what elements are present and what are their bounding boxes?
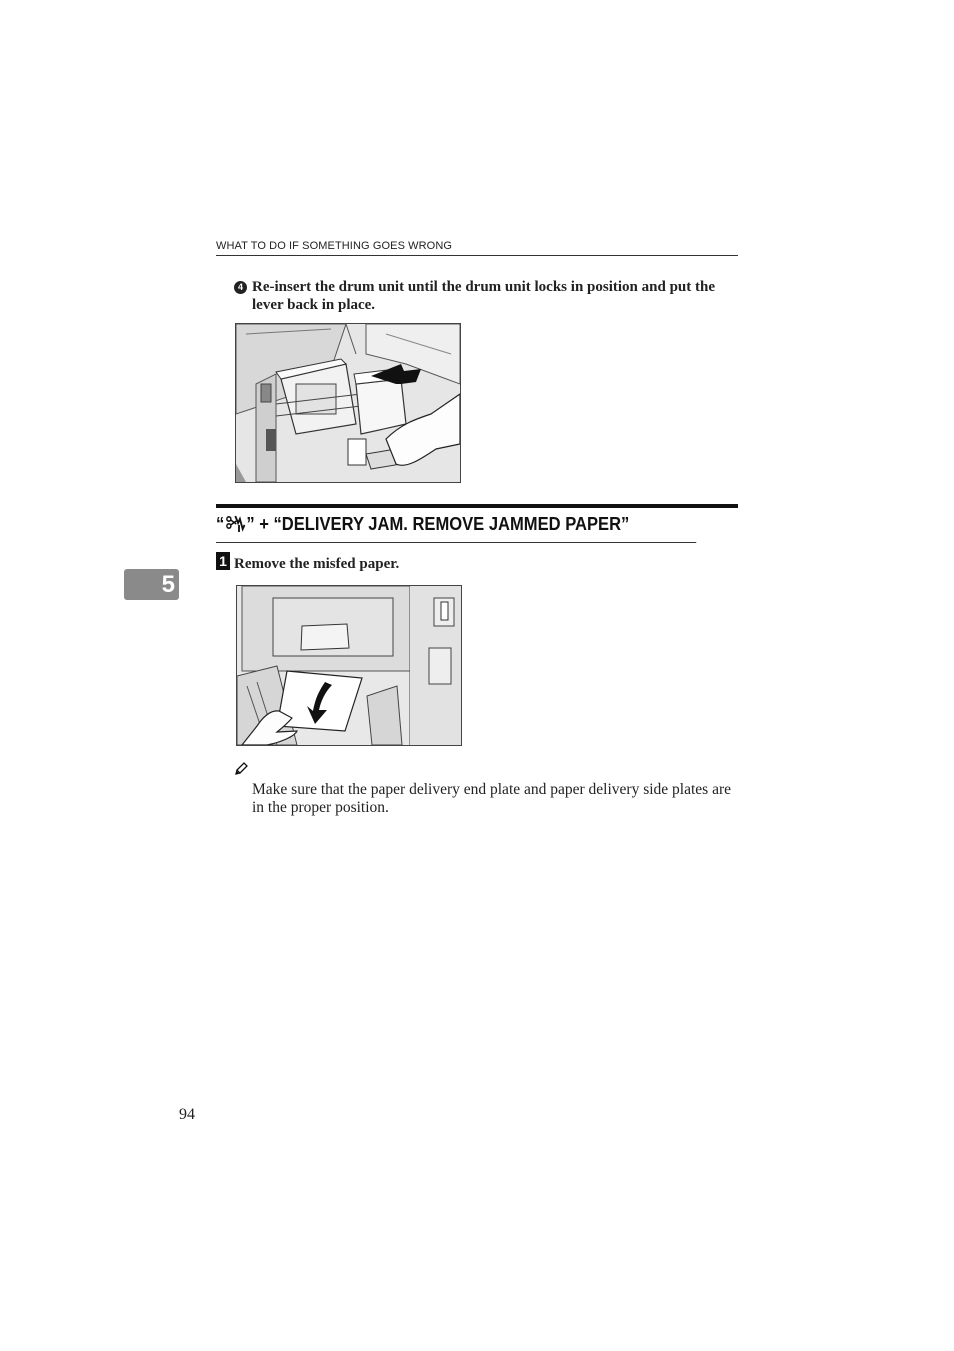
note-text: Make sure that the paper delivery end plate and paper delivery side plates are in the proper position. xyxy=(252,781,732,816)
paper-jam-icon xyxy=(225,513,245,541)
step-number-badge: 4 xyxy=(234,281,247,294)
sub-step-text: Re-insert the drum unit until the drum unit locks in position and put the lever back in place. xyxy=(252,279,715,313)
section-heading xyxy=(216,510,696,543)
sub-step-4 xyxy=(234,278,740,314)
misfed-paper-illustration xyxy=(236,585,462,746)
step-number-box: 1 xyxy=(216,552,230,570)
heading-text: ” + “DELIVERY JAM. REMOVE JAMMED PAPER” xyxy=(246,514,630,534)
step-text: Remove the misfed paper. xyxy=(234,556,400,572)
chapter-tab: 5 xyxy=(124,569,179,600)
section-rule xyxy=(216,504,738,508)
running-head: WHAT TO DO IF SOMETHING GOES WRONG xyxy=(216,240,738,256)
pencil-note-icon xyxy=(234,762,248,781)
heading-open-quote: “ xyxy=(216,514,225,534)
page-number: 94 xyxy=(179,1106,195,1123)
drum-unit-illustration xyxy=(235,323,461,483)
